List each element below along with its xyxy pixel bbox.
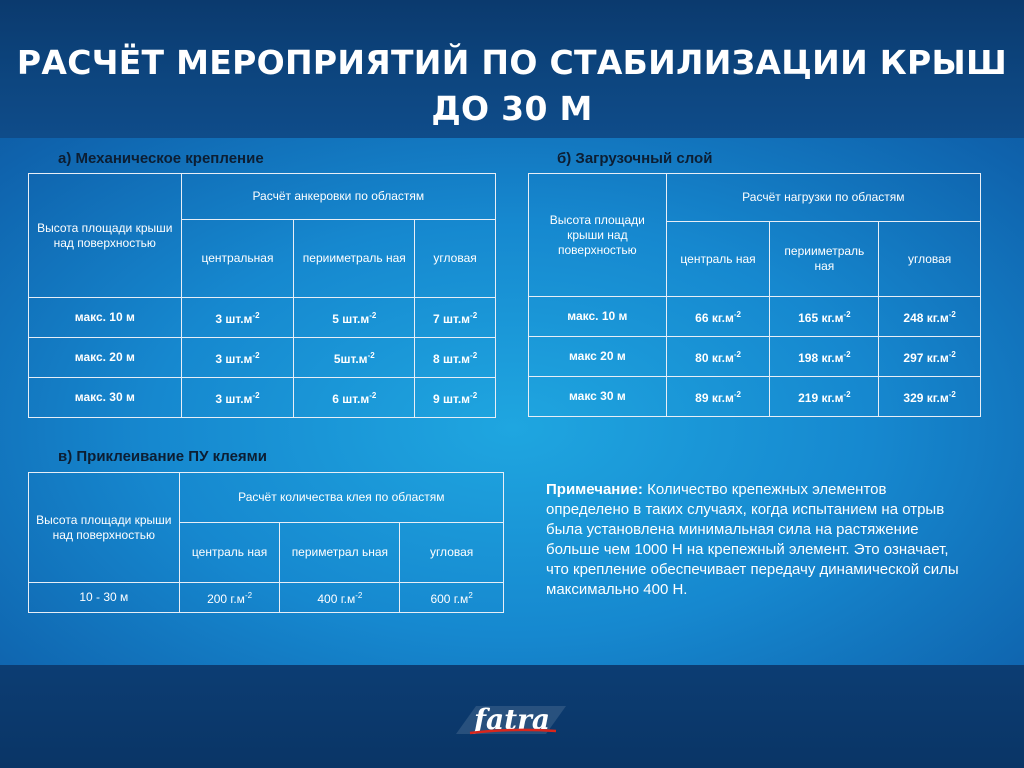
table-row (529, 337, 981, 377)
table-row (29, 583, 504, 613)
cell-central: 200 $г.м^{-2}$ (179, 583, 280, 613)
note-label: Примечание: (546, 481, 643, 498)
cell-corner: 600 $г.м^2$ (400, 583, 504, 613)
group-header: Расчёт нагрузки по областям (666, 174, 980, 222)
cell-corner: 8 $шт.м^{-2}$ (415, 338, 496, 378)
note (546, 480, 966, 600)
row-height: макс 30 м (529, 377, 667, 417)
section-a-label: а) Механическое крепление (58, 150, 264, 167)
col-corner: угловая (415, 220, 496, 298)
cell-perimeter: 5 $шт.м^{-2}$ (294, 298, 415, 338)
col-perimeter: перииметраль ная (294, 220, 415, 298)
cell-corner: 248 $кг.м^{-2}$ (879, 297, 981, 337)
table-row (29, 378, 496, 418)
row-height: макс. 10 м (529, 297, 667, 337)
row-height: 10 - 30 м (29, 583, 180, 613)
cell-central: 80 $кг.м^{-2}$ (666, 337, 770, 377)
row-height: макс. 10 м (29, 298, 182, 338)
cell-corner: 297 $кг.м^{-2}$ (879, 337, 981, 377)
title-line-1: РАСЧЁТ МЕРОПРИЯТИЙ ПО СТАБИЛИЗАЦИИ КРЫШ (16, 43, 1008, 82)
cell-perimeter: 198 $кг.м^{-2}$ (770, 337, 879, 377)
cell-perimeter: 165 $кг.м^{-2}$ (770, 297, 879, 337)
cell-corner: 7 $шт.м^{-2}$ (415, 298, 496, 338)
cell-central: 3 $шт.м^{-2}$ (181, 298, 294, 338)
col-corner: угловая (879, 222, 981, 297)
cell-perimeter: 219 $кг.м^{-2}$ (770, 377, 879, 417)
title-line-2: ДО 30 М (431, 89, 593, 128)
cell-central: 3 $шт.м^{-2}$ (181, 338, 294, 378)
cell-corner: 329 $кг.м^{-2}$ (879, 377, 981, 417)
col-perimeter: перииметраль ная (770, 222, 879, 297)
height-header: Высота площади крыши над поверхностью (29, 174, 182, 298)
row-height: макс 20 м (529, 337, 667, 377)
cell-corner: 9 $шт.м^{-2}$ (415, 378, 496, 418)
section-b-label: б) Загрузочный слой (557, 150, 713, 167)
ballast-layer-table (528, 173, 981, 417)
table-row (529, 297, 981, 337)
fatra-logo (452, 700, 572, 740)
col-corner: угловая (400, 523, 504, 583)
height-header: Высота площади крыши над поверхностью (29, 473, 180, 583)
table-row (29, 298, 496, 338)
page-title (0, 40, 1024, 132)
table-row (29, 338, 496, 378)
logo-text: fatra (473, 703, 551, 736)
row-height: макс. 30 м (29, 378, 182, 418)
note-text: Количество крепежных элементов определено в таких случаях, когда испытанием на отрыв была установлена минимальная сила на растяжение больше чем 1000 Н на крепежный элемент. Это означает, что крепление обеспечивает передачу динамической силы максимально 400 Н. (546, 481, 959, 598)
cell-central: 66 $кг.м^{-2}$ (666, 297, 770, 337)
group-header: Расчёт количества клея по областям (179, 473, 503, 523)
col-perimeter: периметрал ьная (280, 523, 400, 583)
cell-perimeter: 400 $г.м^{-2}$ (280, 583, 400, 613)
height-header: Высота площади крыши над поверхностью (529, 174, 667, 297)
mechanical-fixing-table (28, 173, 496, 418)
table-row (529, 377, 981, 417)
col-central: централь ная (179, 523, 280, 583)
group-header: Расчёт анкеровки по областям (181, 174, 495, 220)
cell-central: 3 $шт.м^{-2}$ (181, 378, 294, 418)
cell-central: 89 $кг.м^{-2}$ (666, 377, 770, 417)
col-central: централь ная (666, 222, 770, 297)
section-c-label: в) Приклеивание ПУ клеями (58, 448, 268, 465)
row-height: макс. 20 м (29, 338, 182, 378)
col-central: центральная (181, 220, 294, 298)
cell-perimeter: $5шт.м^{-2}$ (294, 338, 415, 378)
cell-perimeter: 6 $шт.м^{-2}$ (294, 378, 415, 418)
adhesive-table (28, 472, 504, 613)
